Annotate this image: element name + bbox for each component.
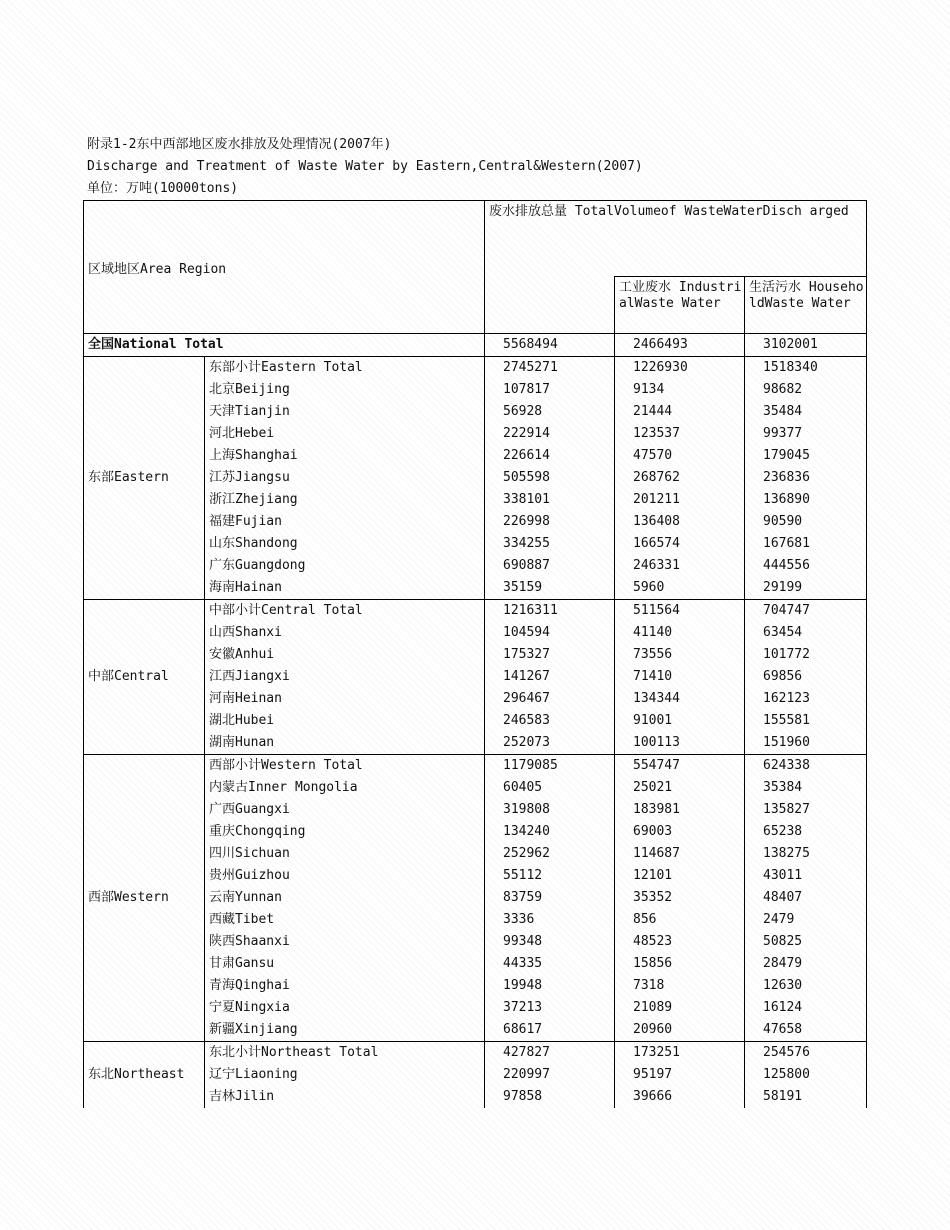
- national-household: 3102001: [745, 334, 867, 357]
- total-volume-cell: 505598: [485, 467, 615, 489]
- household-cell: 167681: [745, 533, 867, 555]
- industrial-cell: 246331: [615, 555, 745, 577]
- waste-water-table: [83, 200, 867, 1108]
- row-label: 新疆Xinjiang: [205, 1019, 485, 1042]
- total-volume-cell: 226998: [485, 511, 615, 533]
- row-label: 中部小计Central Total: [205, 600, 485, 623]
- total-volume-cell: 246583: [485, 710, 615, 732]
- total-volume-cell: 252962: [485, 843, 615, 865]
- national-total-row: [84, 334, 867, 357]
- household-cell: 69856: [745, 666, 867, 688]
- household-cell: 29199: [745, 577, 867, 600]
- household-cell: 135827: [745, 799, 867, 821]
- row-label: 辽宁Liaoning: [205, 1064, 485, 1086]
- industrial-cell: 134344: [615, 688, 745, 710]
- region-group-label: 西部Western: [84, 755, 205, 1042]
- household-cell: 50825: [745, 931, 867, 953]
- total-volume-cell: 319808: [485, 799, 615, 821]
- industrial-cell: 25021: [615, 777, 745, 799]
- total-volume-cell: 252073: [485, 732, 615, 755]
- household-cell: 1518340: [745, 357, 867, 380]
- household-cell: 12630: [745, 975, 867, 997]
- industrial-cell: 15856: [615, 953, 745, 975]
- total-volume-cell: 338101: [485, 489, 615, 511]
- row-label: 广西Guangxi: [205, 799, 485, 821]
- total-volume-cell: 97858: [485, 1086, 615, 1108]
- household-cell: 624338: [745, 755, 867, 778]
- header-row-1: [84, 201, 867, 277]
- industrial-cell: 511564: [615, 600, 745, 623]
- row-label: 江苏Jiangsu: [205, 467, 485, 489]
- title-chinese: 附录1-2东中西部地区废水排放及处理情况(2007年): [87, 137, 392, 152]
- table-row: [84, 1042, 867, 1065]
- title-english: Discharge and Treatment of Waste Water by Eastern,Central&Western(2007): [87, 159, 643, 174]
- total-volume-cell: 220997: [485, 1064, 615, 1086]
- row-label: 河南Heinan: [205, 688, 485, 710]
- table-row: [84, 600, 867, 623]
- table-row: [84, 755, 867, 778]
- industrial-cell: 856: [615, 909, 745, 931]
- total-volume-cell: 104594: [485, 622, 615, 644]
- table-row: [84, 357, 867, 380]
- industrial-cell: 100113: [615, 732, 745, 755]
- total-volume-cell: 44335: [485, 953, 615, 975]
- industrial-cell: 1226930: [615, 357, 745, 380]
- industrial-cell: 5960: [615, 577, 745, 600]
- household-cell: 48407: [745, 887, 867, 909]
- row-label: 云南Yunnan: [205, 887, 485, 909]
- total-volume-cell: 334255: [485, 533, 615, 555]
- region-group-label: 东北Northeast: [84, 1042, 205, 1109]
- header-total-volume: 废水排放总量 TotalVolumeof WasteWaterDisch arged: [485, 201, 867, 277]
- row-label: 青海Qinghai: [205, 975, 485, 997]
- household-cell: 35484: [745, 401, 867, 423]
- header-household: 生活污水 HouseholdWaste Water: [745, 277, 867, 334]
- row-label: 福建Fujian: [205, 511, 485, 533]
- total-volume-cell: 37213: [485, 997, 615, 1019]
- row-label: 湖南Hunan: [205, 732, 485, 755]
- header-blank-cell: [485, 277, 615, 334]
- total-volume-cell: 226614: [485, 445, 615, 467]
- household-cell: 155581: [745, 710, 867, 732]
- total-volume-cell: 19948: [485, 975, 615, 997]
- header-industrial: 工业废水 IndustrialWaste Water: [615, 277, 745, 334]
- industrial-cell: 268762: [615, 467, 745, 489]
- row-label: 安徽Anhui: [205, 644, 485, 666]
- total-volume-cell: 35159: [485, 577, 615, 600]
- row-label: 甘肃Gansu: [205, 953, 485, 975]
- total-volume-cell: 3336: [485, 909, 615, 931]
- industrial-cell: 114687: [615, 843, 745, 865]
- industrial-cell: 554747: [615, 755, 745, 778]
- total-volume-cell: 175327: [485, 644, 615, 666]
- national-total-volume: 5568494: [485, 334, 615, 357]
- total-volume-cell: 60405: [485, 777, 615, 799]
- industrial-cell: 201211: [615, 489, 745, 511]
- total-volume-cell: 1216311: [485, 600, 615, 623]
- industrial-cell: 39666: [615, 1086, 745, 1108]
- industrial-cell: 95197: [615, 1064, 745, 1086]
- total-volume-cell: 107817: [485, 379, 615, 401]
- row-label: 四川Sichuan: [205, 843, 485, 865]
- industrial-cell: 21444: [615, 401, 745, 423]
- total-volume-cell: 141267: [485, 666, 615, 688]
- household-cell: 58191: [745, 1086, 867, 1108]
- industrial-cell: 21089: [615, 997, 745, 1019]
- industrial-cell: 47570: [615, 445, 745, 467]
- household-cell: 704747: [745, 600, 867, 623]
- household-cell: 99377: [745, 423, 867, 445]
- total-volume-cell: 427827: [485, 1042, 615, 1065]
- household-cell: 136890: [745, 489, 867, 511]
- household-cell: 2479: [745, 909, 867, 931]
- industrial-cell: 35352: [615, 887, 745, 909]
- region-group-label: 东部Eastern: [84, 357, 205, 600]
- row-label: 广东Guangdong: [205, 555, 485, 577]
- household-cell: 16124: [745, 997, 867, 1019]
- row-label: 西部小计Western Total: [205, 755, 485, 778]
- household-cell: 162123: [745, 688, 867, 710]
- household-cell: 35384: [745, 777, 867, 799]
- row-label: 河北Hebei: [205, 423, 485, 445]
- industrial-cell: 123537: [615, 423, 745, 445]
- row-label: 贵州Guizhou: [205, 865, 485, 887]
- row-label: 吉林Jilin: [205, 1086, 485, 1108]
- household-cell: 138275: [745, 843, 867, 865]
- region-group-label: 中部Central: [84, 600, 205, 755]
- household-cell: 43011: [745, 865, 867, 887]
- industrial-cell: 12101: [615, 865, 745, 887]
- total-volume-cell: 1179085: [485, 755, 615, 778]
- industrial-cell: 91001: [615, 710, 745, 732]
- row-label: 上海Shanghai: [205, 445, 485, 467]
- total-volume-cell: 99348: [485, 931, 615, 953]
- industrial-cell: 9134: [615, 379, 745, 401]
- total-volume-cell: 68617: [485, 1019, 615, 1042]
- row-label: 湖北Hubei: [205, 710, 485, 732]
- row-label: 陕西Shaanxi: [205, 931, 485, 953]
- household-cell: 254576: [745, 1042, 867, 1065]
- national-industrial: 2466493: [615, 334, 745, 357]
- total-volume-cell: 56928: [485, 401, 615, 423]
- industrial-cell: 136408: [615, 511, 745, 533]
- industrial-cell: 173251: [615, 1042, 745, 1065]
- row-label: 宁夏Ningxia: [205, 997, 485, 1019]
- household-cell: 65238: [745, 821, 867, 843]
- household-cell: 90590: [745, 511, 867, 533]
- row-label: 浙江Zhejiang: [205, 489, 485, 511]
- household-cell: 125800: [745, 1064, 867, 1086]
- industrial-cell: 71410: [615, 666, 745, 688]
- row-label: 东部小计Eastern Total: [205, 357, 485, 380]
- row-label: 山东Shandong: [205, 533, 485, 555]
- household-cell: 101772: [745, 644, 867, 666]
- row-label: 天津Tianjin: [205, 401, 485, 423]
- industrial-cell: 183981: [615, 799, 745, 821]
- household-cell: 179045: [745, 445, 867, 467]
- row-label: 山西Shanxi: [205, 622, 485, 644]
- total-volume-cell: 690887: [485, 555, 615, 577]
- unit-label: 单位：万吨(10000tons): [87, 181, 239, 196]
- household-cell: 63454: [745, 622, 867, 644]
- row-label: 海南Hainan: [205, 577, 485, 600]
- row-label: 江西Jiangxi: [205, 666, 485, 688]
- total-volume-cell: 222914: [485, 423, 615, 445]
- industrial-cell: 20960: [615, 1019, 745, 1042]
- row-label: 重庆Chongqing: [205, 821, 485, 843]
- industrial-cell: 48523: [615, 931, 745, 953]
- total-volume-cell: 55112: [485, 865, 615, 887]
- total-volume-cell: 83759: [485, 887, 615, 909]
- total-volume-cell: 296467: [485, 688, 615, 710]
- household-cell: 98682: [745, 379, 867, 401]
- household-cell: 151960: [745, 732, 867, 755]
- household-cell: 47658: [745, 1019, 867, 1042]
- row-label: 北京Beijing: [205, 379, 485, 401]
- industrial-cell: 7318: [615, 975, 745, 997]
- household-cell: 28479: [745, 953, 867, 975]
- industrial-cell: 73556: [615, 644, 745, 666]
- row-label: 东北小计Northeast Total: [205, 1042, 485, 1065]
- household-cell: 236836: [745, 467, 867, 489]
- total-volume-cell: 134240: [485, 821, 615, 843]
- national-total-label: 全国National Total: [84, 334, 485, 357]
- industrial-cell: 69003: [615, 821, 745, 843]
- total-volume-cell: 2745271: [485, 357, 615, 380]
- industrial-cell: 41140: [615, 622, 745, 644]
- header-area-region: 区域地区Area Region: [84, 201, 485, 334]
- industrial-cell: 166574: [615, 533, 745, 555]
- row-label: 西藏Tibet: [205, 909, 485, 931]
- household-cell: 444556: [745, 555, 867, 577]
- row-label: 内蒙古Inner Mongolia: [205, 777, 485, 799]
